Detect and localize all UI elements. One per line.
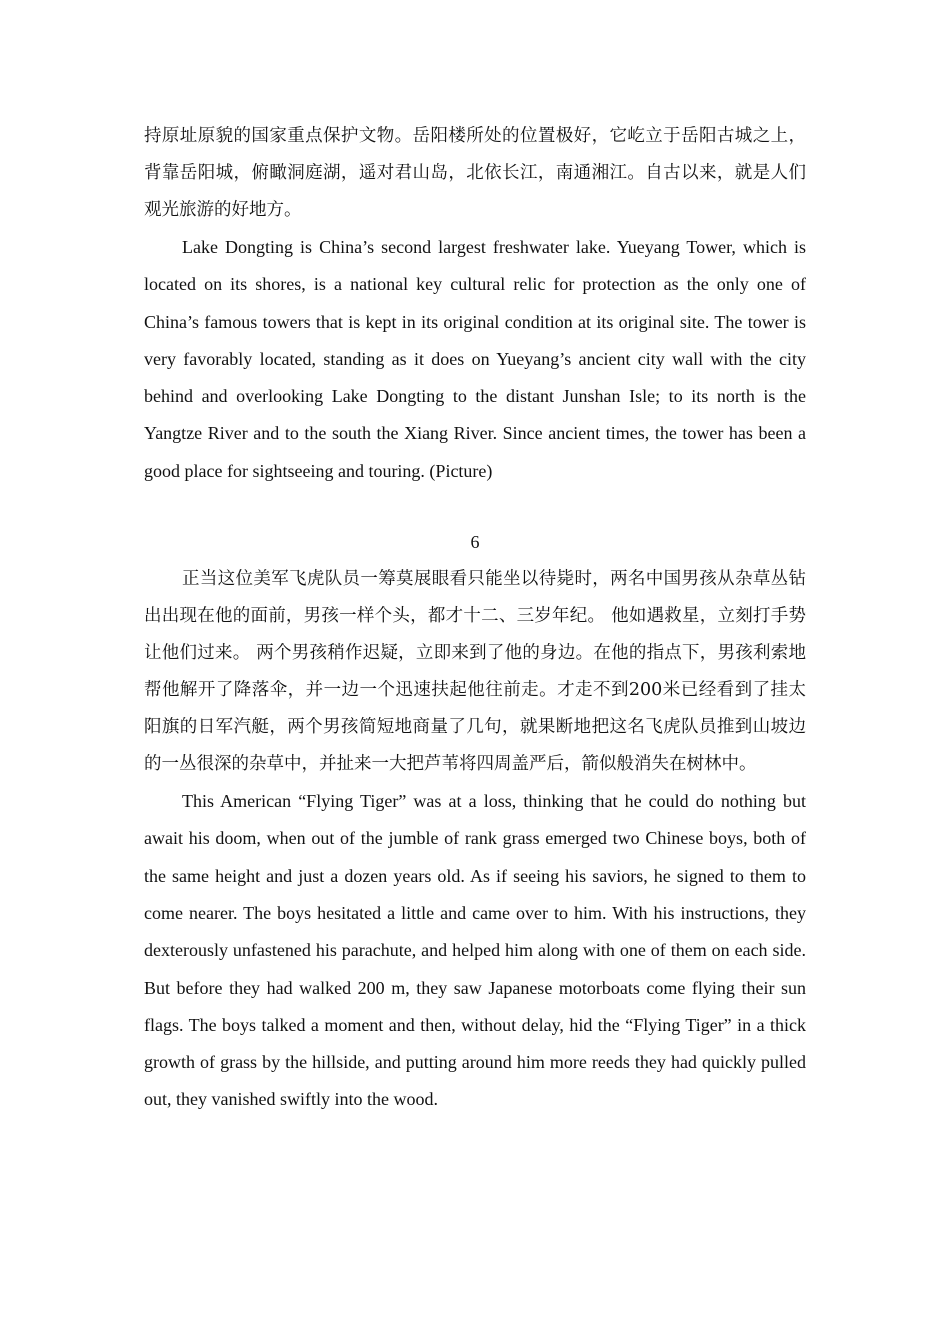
document-page <box>144 118 806 1119</box>
chinese-paragraph-flying-tiger: 正当这位美军飞虎队员一筹莫展眼看只能坐以待毙时，两名中国男孩从杂草丛钻出出现在他的面前，男孩一样个头，都才十二、三岁年纪。 他如遇救星，立刻打手势让他们过来。 两个男孩稍作迟疑，立即来到了他的身边。在他的指点下，男孩利索地帮他解开了降落伞，并一边一个迅速扶起他往前走。才走不到200米已经看到了挂太阳旗的日军汽艇，两个男孩简短地商量了几句，就果断地把这名飞虎队员推到山坡边的一丛很深的杂草中，并扯来一大把芦苇将四周盖严后，箭似般消失在树林中。 <box>144 569 806 775</box>
english-paragraph-yueyang-tower: Lake Dongting is China’s second largest freshwater lake. Yueyang Tower, which is located on its shores, is a national key cultural relic for protection as the only one of China’s famous towers that is kept in its original condition at its original site. The tower is very favorably located, standing as it does on Yueyang’s ancient city wall with the city behind and overlooking Lake Dongting to the distant Junshan Isle; to its north is the Yangtze River and to the south the Xiang River. Since ancient times, the tower has been a good place for sightseeing and touring. (Picture) <box>144 237 806 481</box>
english-paragraph-flying-tiger: This American “Flying Tiger” was at a loss, thinking that he could do nothing but await his doom, when out of the jumble of rank grass emerged two Chinese boys, both of the same height and just a dozen years old. As if seeing his saviors, he signed to them to come nearer. The boys hesitated a little and came over to him. With his instructions, they dexterously unfastened his parachute, and helped him along with one of them on each side. But before they had walked 200 m, they saw Japanese motorboats come flying their sun flags. The boys talked a moment and then, without delay, hid the “Flying Tiger” in a thick growth of grass by the hillside, and putting around him more reeds they had quickly pulled out, they vanished swiftly into the wood. <box>144 791 806 1110</box>
section-number: 6 <box>470 532 480 553</box>
chinese-paragraph-continued: 持原址原貌的国家重点保护文物。岳阳楼所处的位置极好，它屹立于岳阳古城之上，背靠岳阳城，俯瞰洞庭湖，遥对君山岛，北依长江，南通湘江。自古以来，就是人们观光旅游的好地方。 <box>144 126 806 220</box>
